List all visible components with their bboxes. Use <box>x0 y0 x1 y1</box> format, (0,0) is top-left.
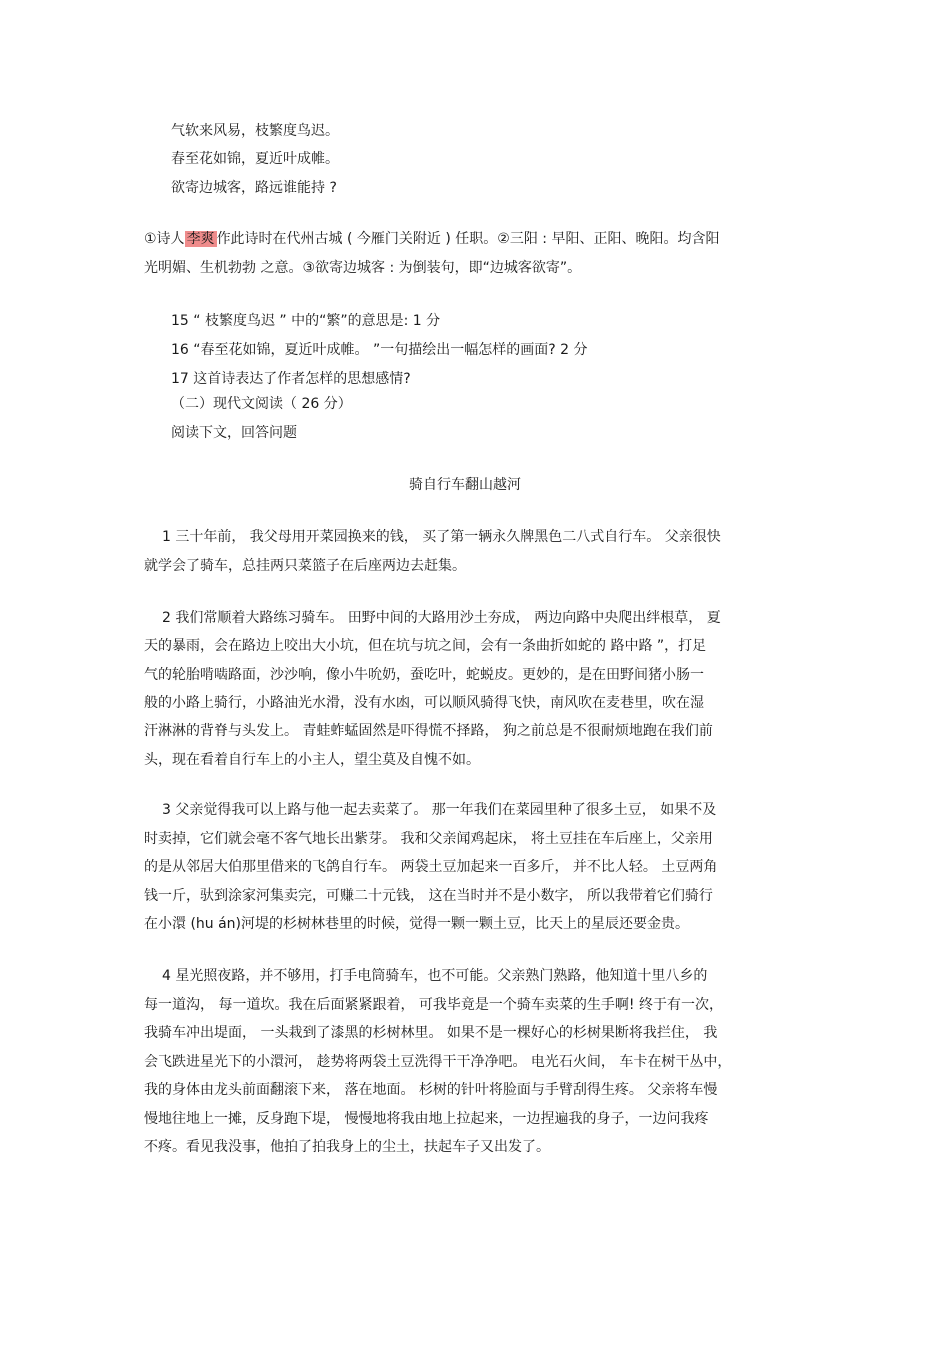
notes-line: 光明媚、生机勃勃 之意。③欲寄边城客 : 为倒装句，即“边城客欲寄”。 <box>144 260 582 276</box>
section-heading: （二）现代文阅读（ 26 分） <box>171 396 352 412</box>
highlighted-poet-name: 李爽 <box>186 231 215 247</box>
paragraph-line: 气的轮胎啃啮路面，沙沙响，像小牛吮奶，蚕吃叶，蛇蜕皮。更妙的，是在田野间猪小肠一 <box>144 667 704 683</box>
paragraph-line: 的是从邻居大伯那里借来的飞鸽自行车。 两袋土豆加起来一百多斤， 并不比人轻。 土豆两角 <box>144 859 718 875</box>
paragraph-line: 每一道沟， 每一道坎。我在后面紧紧跟着， 可我毕竟是一个骑车卖菜的生手啊! 终于有一次， <box>144 997 723 1013</box>
notes-text: 作此诗时在代州古城 ( 今雁门关附近 ) 任职。②三阳 : 早阳、正阳、晚阳。均含阳 <box>216 231 720 247</box>
paragraph-line: 3 父亲觉得我可以上路与他一起去卖菜了。 那一年我们在菜园里种了很多土豆， 如果不及 <box>162 802 717 818</box>
section-instruction: 阅读下文，回答问题 <box>171 425 297 441</box>
paragraph-line: 2 我们常顺着大路练习骑车。 田野中间的大路用沙土夯成， 两边向路中央爬出绊根草， 夏 <box>162 610 721 626</box>
paragraph-line: 4 星光照夜路，并不够用，打手电筒骑车，也不可能。父亲熟门熟路，他知道十里八乡的 <box>162 968 708 984</box>
paragraph-line: 般的小路上骑行，小路油光水滑，没有水凼，可以顺风骑得飞快，南风吹在麦巷里，吹在湿 <box>144 695 704 711</box>
paragraph-line: 1 三十年前， 我父母用开菜园换来的钱， 买了第一辆永久牌黑色二八式自行车。 父亲很快 <box>162 529 721 545</box>
paragraph-line: 慢地往地上一摊，反身跑下堤， 慢慢地将我由地上拉起来，一边捏遍我的身子，一边问我疼 <box>144 1111 709 1127</box>
question-16: 16 “春至花如锦，夏近叶成帷。 ”一句描绘出一幅怎样的画面? 2 分 <box>171 342 588 358</box>
article-title: 骑自行车翻山越河 <box>409 477 521 493</box>
paragraph-line: 时卖掉，它们就会毫不客气地长出紫芽。 我和父亲闻鸡起床， 将土豆挂在车后座上，父亲用 <box>144 831 713 847</box>
question-17: 17 这首诗表达了作者怎样的思想感情? <box>171 371 411 387</box>
paragraph-line: 我骑车冲出堤面， 一头栽到了漆黑的杉树林里。 如果不是一棵好心的杉树果断将我拦住， 我 <box>144 1025 718 1041</box>
poem-line: 欲寄边城客，路远谁能持 ? <box>171 180 337 196</box>
paragraph-line: 汗淋淋的背脊与头发上。 青蛙蚱蜢固然是吓得慌不择路， 狗之前总是不很耐烦地跑在我们前 <box>144 723 713 739</box>
paragraph-line: 会飞跌进星光下的小澴河， 趁势将两袋土豆洗得干干净净吧。 电光石火间， 车卡在树干丛中， <box>144 1054 732 1070</box>
paragraph-line: 钱一斤，驮到涂家河集卖完，可赚二十元钱， 这在当时并不是小数字， 所以我带着它们骑行 <box>144 888 713 904</box>
notes-line <box>144 229 719 249</box>
poem-line: 春至花如锦，夏近叶成帷。 <box>171 151 339 167</box>
paragraph-line: 天的暴雨，会在路边上咬出大小坑，但在坑与坑之间，会有一条曲折如蛇的 路中路 ”，打足 <box>144 638 707 654</box>
question-15: 15 “ 枝繁度鸟迟 ” 中的“繁”的意思是: 1 分 <box>171 313 441 329</box>
paragraph-line: 就学会了骑车，总挂两只菜篮子在后座两边去赶集。 <box>144 558 466 574</box>
paragraph-line: 不疼。看见我没事，他拍了拍我身上的尘土，扶起车子又出发了。 <box>144 1139 550 1155</box>
paragraph-line: 在小澴 (hu án)河堤的杉树林巷里的时候，觉得一颗一颗土豆，比天上的星辰还要金贵。 <box>144 916 690 932</box>
paragraph-line: 我的身体由龙头前面翻滚下来， 落在地面。 杉树的针叶将脸面与手臂刮得生疼。 父亲将车慢 <box>144 1082 718 1098</box>
paragraph-line: 头，现在看着自行车上的小主人，望尘莫及自愧不如。 <box>144 752 480 768</box>
notes-prefix: ①诗人 <box>144 231 185 247</box>
poem-line: 气软来风易，枝繁度鸟迟。 <box>171 123 339 139</box>
